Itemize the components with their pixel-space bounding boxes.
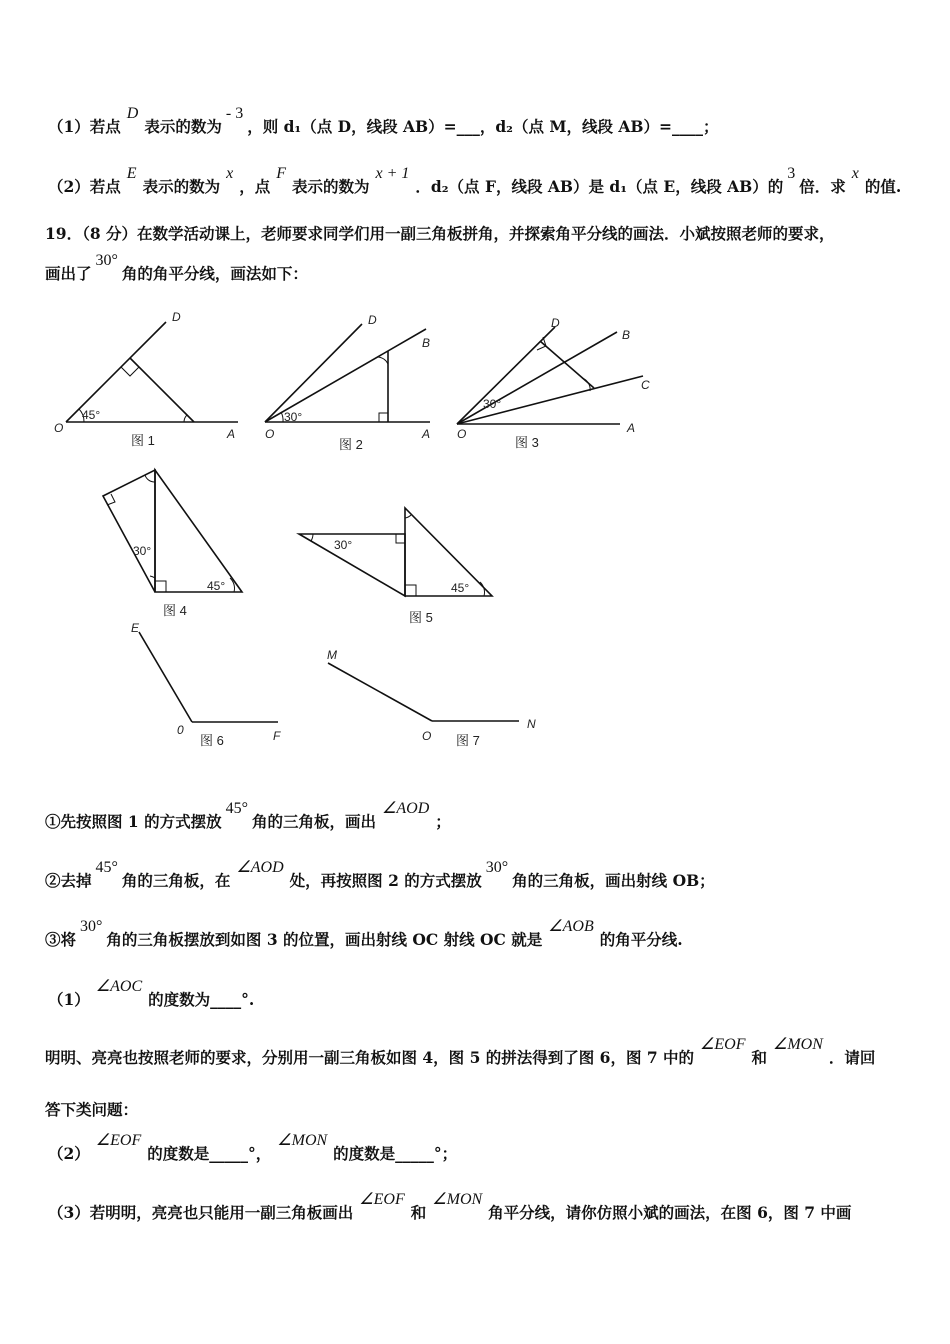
fig1-label-d: D xyxy=(172,310,181,324)
fig6-label-e: E xyxy=(131,621,140,635)
math-point-d: D xyxy=(126,105,139,122)
figure-6 xyxy=(139,632,278,722)
fig7-label-o: O xyxy=(422,729,432,743)
fig2-label-a: A xyxy=(422,427,431,441)
fig1-caption: 图 1 xyxy=(131,433,155,448)
math-var-x: x xyxy=(226,165,234,182)
fig5-angle-30: 30° xyxy=(334,538,353,552)
fig4-caption: 图 4 xyxy=(163,603,187,618)
fig2-label-o: O xyxy=(265,427,275,441)
math-angle-mon: ∠MON xyxy=(773,1036,823,1053)
fig7-caption: 图 7 xyxy=(456,733,480,748)
fig3-label-d: D xyxy=(551,316,560,330)
fig7-label-n: N xyxy=(527,717,536,731)
fig2-caption: 图 2 xyxy=(339,437,363,452)
fig5-angle-45: 45° xyxy=(451,581,470,595)
fig1-angle-label: 45° xyxy=(82,408,101,422)
figure-4 xyxy=(103,470,242,592)
math-angle-mon-c: ∠MON xyxy=(432,1191,483,1208)
math-angle-45b: 45° xyxy=(95,859,118,876)
math-angle-45: 45° xyxy=(225,800,248,817)
figure-7 xyxy=(328,663,519,721)
fig4-angle-45: 45° xyxy=(207,579,226,593)
fig1-label-a: A xyxy=(227,427,236,441)
paragraph-line1: 明明、亮亮也按照老师的要求，分别用一副三角板如图 4，图 5 的拼法得到了图 6，图 7 中的∠EOF和∠MON．请回 xyxy=(45,1036,876,1067)
fig3-angle-label: 30° xyxy=(483,397,502,411)
fig6-label-f: F xyxy=(273,729,281,743)
math-angle-eof: ∠EOF xyxy=(700,1036,746,1053)
q18-part2: （2）若点E表示的数为x，点F表示的数为x + 1．d₂（点 F，线段 AB）是 d₁（点 E，线段 AB）的3倍．求x的值. xyxy=(48,165,902,196)
math-angle-aod: ∠AOD xyxy=(382,800,430,817)
math-angle-30b: 30° xyxy=(485,859,509,876)
q18-part1: （1）若点D表示的数为- 3，则 d₁（点 D，线段 AB）=___，d₂（点 M，线段 AB）=____； xyxy=(48,105,719,136)
fig3-caption: 图 3 xyxy=(515,435,539,450)
math-point-f: F xyxy=(276,165,286,182)
fig6-caption: 图 6 xyxy=(200,733,224,748)
math-angle-eof-c: ∠EOF xyxy=(359,1191,405,1208)
step-1: ①先按照图 1 的方式摆放45°角的三角板，画出∠AOD； xyxy=(45,800,451,831)
sub-question-2: （2）∠EOF的度数是_____°，∠MON的度数是_____°； xyxy=(48,1132,458,1163)
math-angle-30c: 30° xyxy=(80,918,103,935)
step-2: ②去掉45°角的三角板，在∠AOD处，再按照图 2 的方式摆放30°角的三角板，画出射线 OB； xyxy=(45,859,715,890)
math-expr: x + 1 xyxy=(375,165,410,182)
math-var-x2: x xyxy=(851,165,859,182)
step-3: ③将30°角的三角板摆放到如图 3 的位置，画出射线 OC 射线 OC 就是∠AOB的角平分线. xyxy=(45,918,683,949)
figure-2 xyxy=(265,324,430,422)
math-value: - 3 xyxy=(225,105,244,122)
math-angle-30: 30° xyxy=(95,252,118,269)
sub-question-1: （1）∠AOC的度数为____°. xyxy=(48,978,255,1009)
fig4-angle-30: 30° xyxy=(133,544,152,558)
math-angle-aob: ∠AOB xyxy=(548,918,594,935)
fig5-caption: 图 5 xyxy=(409,610,433,625)
fig3-label-b: B xyxy=(622,328,631,342)
fig7-label-m: M xyxy=(327,648,337,662)
math-num: 3 xyxy=(787,165,796,182)
math-angle-mon-b: ∠MON xyxy=(277,1132,328,1149)
fig3-label-o: O xyxy=(457,427,467,441)
figure-1 xyxy=(66,322,238,422)
fig2-angle-label: 30° xyxy=(284,410,303,424)
fig2-label-b: B xyxy=(422,336,431,350)
math-angle-aod-b: ∠AOD xyxy=(236,859,284,876)
paragraph-line2: 答下类问题： xyxy=(45,1100,139,1119)
fig3-label-c: C xyxy=(641,378,650,392)
math-point-e: E xyxy=(126,165,137,182)
q19-line2: 画出了30°角的角平分线，画法如下： xyxy=(45,252,308,283)
fig3-label-a: A xyxy=(627,421,636,435)
fig1-label-o: O xyxy=(54,421,64,435)
math-angle-eof-b: ∠EOF xyxy=(95,1132,142,1149)
q19-line1: 19．（8 分）在数学活动课上，老师要求同学们用一副三角板拼角，并探索角平分线的画法．小斌按照老师的要求， xyxy=(45,224,835,243)
sub-question-3: （3）若明明，亮亮也只能用一副三角板画出∠EOF和∠MON角平分线，请你仿照小斌的画法，在图 6，图 7 中画 xyxy=(48,1191,852,1222)
math-angle-aoc: ∠AOC xyxy=(95,978,143,995)
fig6-label-o: 0 xyxy=(177,723,184,737)
fig2-label-d: D xyxy=(368,313,377,327)
